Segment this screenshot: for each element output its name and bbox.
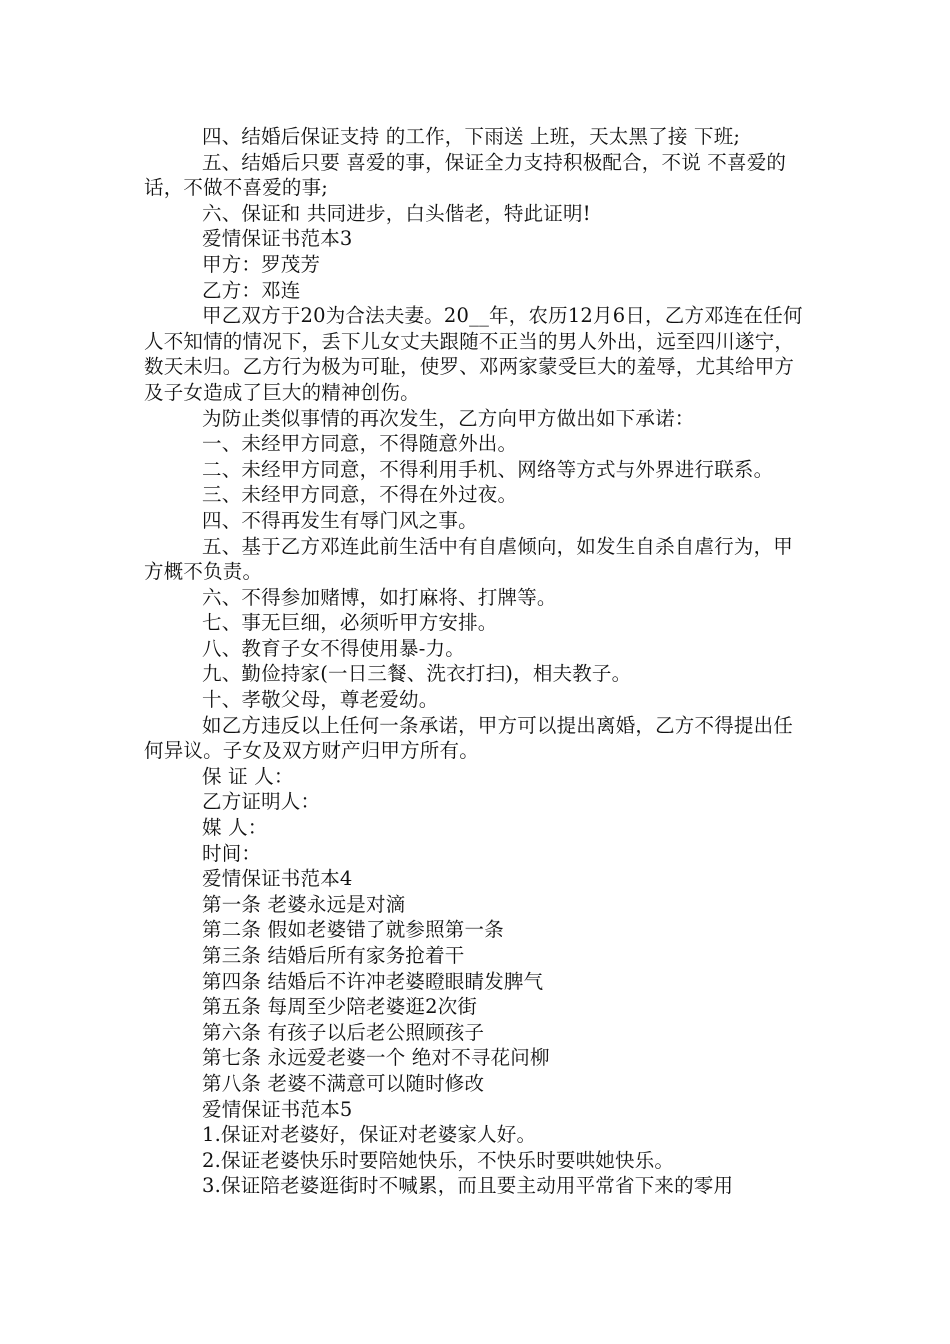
witness-label: 乙方证明人： — [202, 790, 321, 814]
commitment-item: 六、不得参加赌博，如打麻将、打牌等。 — [202, 585, 557, 609]
party-a: 甲方：罗茂芳 — [202, 252, 321, 276]
guarantor-label: 保 证 人： — [202, 764, 294, 788]
paragraph: 四、结婚后保证支持 的工作，下雨送 上班，天太黑了接 下班; — [202, 125, 741, 148]
paragraph: 六、保证和 共同进步，白头偕老，特此证明! — [202, 201, 591, 225]
commitment-item: 十、孝敬父母，尊老爱幼。 — [202, 688, 439, 712]
commitment-item: 七、事无巨细，必须听甲方安排。 — [202, 611, 498, 635]
commitment-item: 五、基于乙方邓连此前生活中有自虐倾向，如发生自杀自虐行为，甲方概不负责。 — [144, 534, 794, 584]
numbered-item: 1.保证对老婆好，保证对老婆家人好。 — [202, 1123, 537, 1147]
section-title-sample-3: 爱情保证书范本3 — [202, 227, 353, 251]
section-title-sample-4: 爱情保证书范本4 — [202, 867, 353, 891]
article-item: 第三条 结婚后所有家务抢着干 — [202, 944, 465, 967]
section-title-sample-5: 爱情保证书范本5 — [202, 1097, 353, 1121]
article-item: 第五条 每周至少陪老婆逛2次街 — [202, 995, 478, 1019]
date-label: 时间： — [202, 841, 262, 865]
commitment-item: 二、未经甲方同意，不得利用手机、网络等方式与外界进行联系。 — [202, 457, 774, 481]
article-item: 第六条 有孩子以后老公照顾孩子 — [202, 1020, 485, 1044]
party-b: 乙方：邓连 — [202, 278, 301, 302]
commitment-item: 九、勤俭持家(一日三餐、洗衣打扫)，相夫教子。 — [202, 662, 632, 686]
article-item: 第四条 结婚后不许冲老婆瞪眼睛发脾气 — [202, 969, 544, 993]
article-item: 第八条 老婆不满意可以随时修改 — [202, 1071, 485, 1095]
paragraph: 如乙方违反以上任何一条承诺，甲方可以提出离婚，乙方不得提出任何异议。子女及双方财产归甲方所有。 — [144, 713, 794, 763]
commitment-item: 四、不得再发生有辱门风之事。 — [202, 508, 478, 532]
commitment-item: 一、未经甲方同意，不得随意外出。 — [202, 432, 518, 456]
commitment-item: 八、教育子女不得使用暴-力。 — [202, 636, 465, 660]
matchmaker-label: 媒 人： — [202, 816, 268, 840]
numbered-item: 3.保证陪老婆逛街时不喊累，而且要主动用平常省下来的零用 — [202, 1174, 734, 1198]
article-item: 第七条 永远爱老婆一个 绝对不寻花问柳 — [202, 1046, 550, 1070]
article-item: 第一条 老婆永远是对滴 — [202, 892, 406, 916]
numbered-item: 2.保证老婆快乐时要陪她快乐，不快乐时要哄她快乐。 — [202, 1148, 675, 1172]
commitment-item: 三、未经甲方同意，不得在外过夜。 — [202, 483, 518, 507]
article-item: 第二条 假如老婆错了就参照第一条 — [202, 918, 504, 942]
paragraph: 为防止类似事情的再次发生，乙方向甲方做出如下承诺： — [202, 406, 695, 430]
paragraph: 五、结婚后只要 喜爱的事，保证全力支持积极配合，不说 不喜爱的话，不做不喜爱的事; — [144, 150, 787, 200]
document-body — [144, 124, 808, 1199]
paragraph: 甲乙双方于20为合法夫妻。20__年，农历12月6日，乙方邓连在任何人不知情的情况下，丢下儿女丈夫跟随不正当的男人外出，远至四川遂宁，数天未归。乙方行为极为可耻，使罗、邓两家蒙受巨大的羞辱，尤其给甲方及子女造成了巨大的精神创伤。 — [144, 304, 803, 404]
